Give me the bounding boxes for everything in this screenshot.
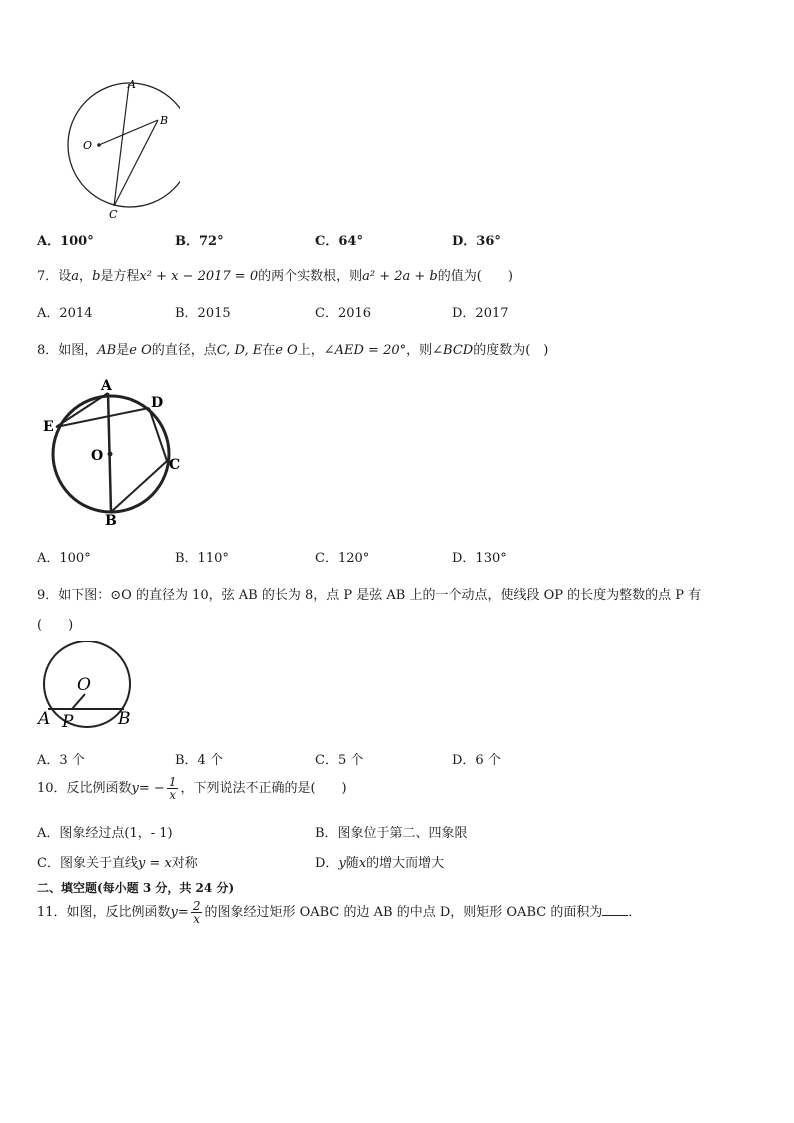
- q9-option-c[interactable]: C．5 个: [315, 753, 364, 768]
- q7-option-b[interactable]: B．2015: [175, 306, 231, 321]
- q10-text-pre: 10．反比例函数: [37, 781, 132, 796]
- q6-circle-figure: [30, 72, 180, 227]
- q10-option-a[interactable]: A．图象经过点(1，- 1): [37, 826, 173, 841]
- q6-option-c[interactable]: C．64°: [315, 234, 363, 249]
- q7-option-c[interactable]: C．2016: [315, 306, 372, 321]
- label-a: A: [101, 378, 112, 394]
- q7-expression: a² + 2a + b: [362, 269, 438, 284]
- q6-option-b[interactable]: B．72°: [175, 234, 224, 249]
- q11-text-post: 的图象经过矩形 OABC 的边 AB 的中点 D，则矩形 OABC 的面积为: [204, 905, 603, 920]
- q7-text-pre: 7．设: [37, 269, 72, 284]
- q8-text4: 上，: [297, 343, 324, 358]
- q7-var-b: b: [92, 269, 101, 284]
- q8-text6: 的度数为( ): [473, 343, 549, 358]
- q8-text-pre: 8．如图，: [37, 343, 98, 358]
- q11-fraction: [191, 900, 203, 925]
- q9-question-line1: 9．如下图：⊙O 的直径为 10，弦 AB 的长为 8，点 P 是弦 AB 上的一个动点，使线段 OP 的长度为整数的点 P 有: [37, 588, 702, 603]
- q8-option-a[interactable]: A．100°: [37, 551, 91, 566]
- q11-text-pre: 11．如图，反比例函数: [37, 905, 171, 920]
- q7-text-mid2: 的两个实数根，则: [258, 269, 363, 284]
- q10-option-c-math: y = x: [137, 856, 172, 871]
- q8-angle-bcd: ∠BCD: [432, 343, 474, 358]
- label-a: A: [38, 709, 51, 729]
- q7-equation: x² + x − 2017 = 0: [139, 269, 259, 284]
- label-e: E: [43, 419, 54, 435]
- chord-bc: [114, 120, 158, 206]
- q8-option-b[interactable]: B．110°: [175, 551, 229, 566]
- q10-option-d-post: 的增大而增大: [366, 856, 445, 871]
- label-c: C: [109, 208, 118, 221]
- q8-option-c[interactable]: C．120°: [315, 551, 370, 566]
- radius-ob: [99, 120, 158, 145]
- q11-end: ．: [628, 905, 642, 920]
- q10-option-c[interactable]: [37, 852, 198, 871]
- q9-circle-figure: [34, 641, 144, 731]
- q8-circle-o: e O: [129, 343, 152, 358]
- q10-option-d-mid: 随: [345, 856, 359, 871]
- q10-option-d-x: x: [358, 856, 367, 871]
- q6-option-d[interactable]: D．36°: [452, 234, 501, 249]
- label-b: B: [160, 114, 169, 127]
- label-o: O: [77, 675, 91, 695]
- q8-text5: ，则: [406, 343, 433, 358]
- q7-text-post: 的值为( ): [437, 269, 513, 284]
- label-b: B: [105, 513, 117, 529]
- label-a: A: [128, 78, 136, 91]
- q10-option-c-text: C．图象关于直线: [37, 856, 138, 871]
- q10-equals: = −: [138, 781, 165, 796]
- q8-text1: 是: [116, 343, 130, 358]
- q8-ab: AB: [97, 343, 117, 358]
- chord-ac: [114, 84, 129, 206]
- q8-text3: 在: [262, 343, 276, 358]
- q10-option-d-prefix: D．: [315, 856, 339, 871]
- q8-option-d[interactable]: D．130°: [452, 551, 507, 566]
- center-point: [97, 143, 101, 147]
- q7-question: [37, 265, 513, 284]
- q10-option-d-y: y: [338, 856, 346, 871]
- q7-var-a: a: [71, 269, 80, 284]
- q9-question-line2: ( ): [37, 618, 74, 633]
- q7-comma: ，: [79, 269, 93, 284]
- q7-text-mid: 是方程: [100, 269, 140, 284]
- segment-op: [72, 694, 85, 709]
- q11-var-y: y: [170, 905, 178, 920]
- q8-circle-figure: [36, 372, 196, 532]
- center-point: [108, 452, 113, 457]
- q8-circle-o2: e O: [275, 343, 298, 358]
- q10-question: [37, 776, 347, 801]
- q8-question: [37, 339, 548, 358]
- label-p: P: [62, 712, 74, 731]
- q10-option-b[interactable]: B．图象位于第二、四象限: [315, 826, 468, 841]
- q10-numerator: 1: [168, 775, 177, 789]
- label-o: O: [83, 139, 93, 152]
- q10-text-post: ，下列说法不正确的是( ): [180, 781, 347, 796]
- q11-equals: =: [177, 905, 189, 920]
- q10-var-y: y: [131, 781, 139, 796]
- q6-option-a[interactable]: A．100°: [37, 234, 94, 249]
- q7-option-d[interactable]: D．2017: [452, 306, 509, 321]
- q11-question: [37, 900, 641, 925]
- q9-option-d[interactable]: D．6 个: [452, 753, 501, 768]
- q10-option-c-post: 对称: [171, 856, 198, 871]
- section-title: 二、填空题(每小题 3 分，共 24 分): [37, 881, 235, 895]
- q11-numerator: 2: [192, 899, 201, 913]
- label-b: B: [118, 709, 131, 729]
- q9-option-a[interactable]: A．3 个: [37, 753, 85, 768]
- label-d: D: [151, 395, 164, 411]
- q7-option-a[interactable]: A．2014: [37, 306, 93, 321]
- q10-fraction: [167, 776, 179, 801]
- q9-option-b[interactable]: B．4 个: [175, 753, 223, 768]
- q11-answer-blank[interactable]: [602, 903, 628, 916]
- q8-text2: 的直径，点: [151, 343, 217, 358]
- label-c: C: [169, 457, 181, 473]
- q10-denominator: x: [169, 788, 177, 802]
- q8-angle-aed: ∠AED = 20°: [323, 343, 407, 358]
- q8-points: C, D, E: [216, 343, 263, 358]
- q10-option-d[interactable]: [315, 852, 444, 871]
- label-o: O: [91, 448, 104, 464]
- q11-denominator: x: [193, 912, 201, 926]
